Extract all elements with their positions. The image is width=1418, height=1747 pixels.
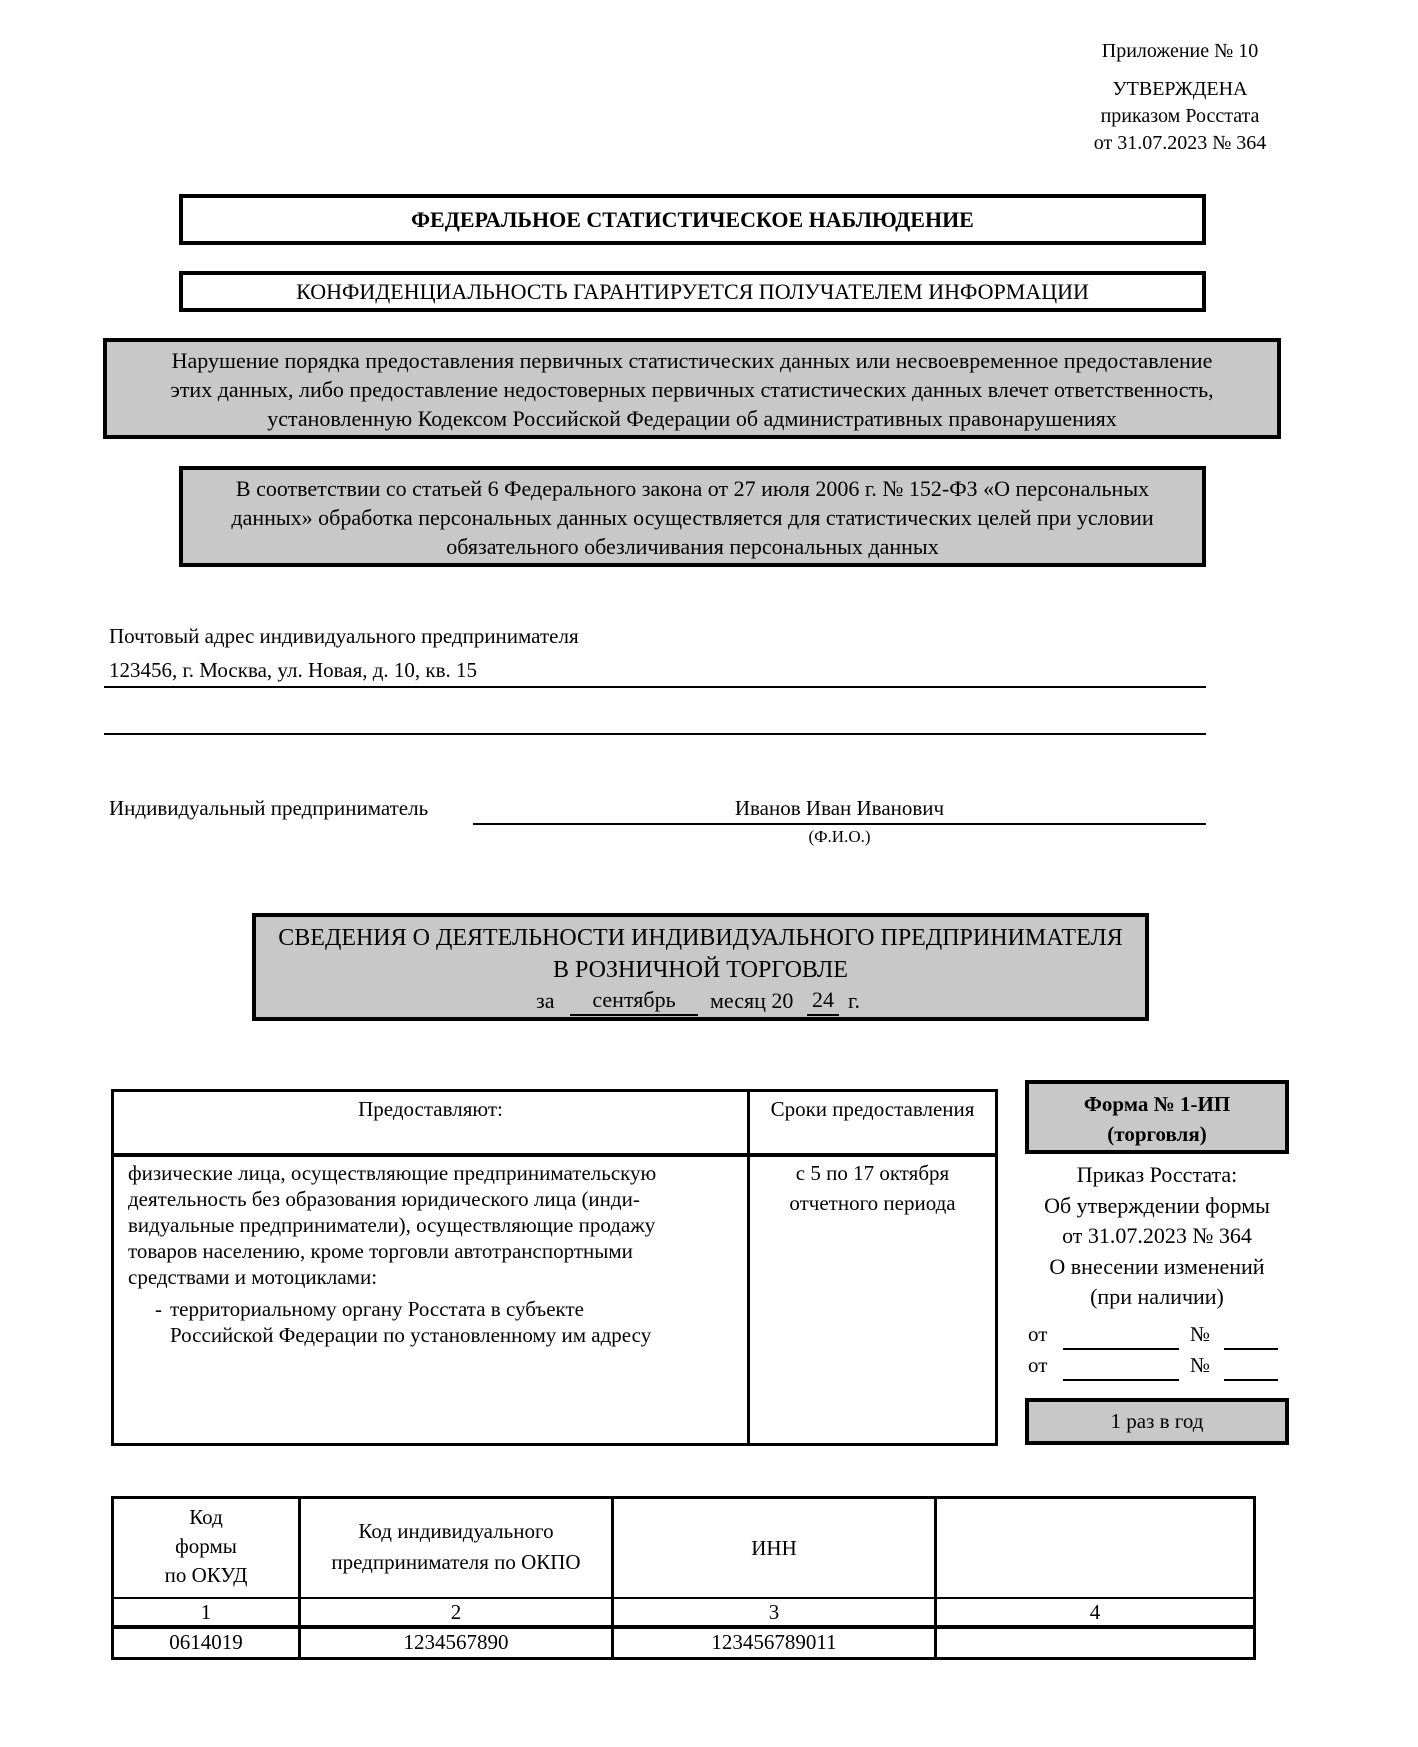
personal-data-notice	[179, 466, 1206, 567]
fio-caption: (Ф.И.О.)	[808, 827, 871, 846]
codes-colnum-2: 2	[450, 1600, 462, 1624]
postal-address-underline-1	[104, 686, 1206, 688]
personal-line-3: обязательного обезличивания персональных данных	[446, 534, 939, 559]
form-order-info	[1025, 1160, 1289, 1313]
codes-header-row	[114, 1499, 1253, 1597]
federal-observation-banner	[179, 194, 1206, 245]
who-line-1: физические лица, осуществляющие предпринимательскую	[128, 1161, 657, 1185]
period-year-suffix: г.	[848, 988, 861, 1013]
report-period	[256, 986, 1145, 1016]
codes-vsep-3	[934, 1499, 937, 1657]
codes-header-okpo: Код индивидуального предпринимателя по ОКПО	[331, 1519, 581, 1574]
amendment-row-1	[1028, 1322, 1288, 1352]
period-month-label: месяц 20	[710, 988, 794, 1013]
bullet-dash: -	[155, 1297, 162, 1321]
entrepreneur-label: Индивидуальный предприниматель	[109, 796, 429, 820]
submission-column-separator	[747, 1092, 750, 1443]
amendment-num-field-1[interactable]	[1224, 1348, 1278, 1350]
who-line-5: средствами и мотоциклами:	[128, 1265, 378, 1289]
amendment-row-2	[1028, 1353, 1288, 1383]
entrepreneur-underline	[473, 823, 1206, 825]
order-line-3: от 31.07.2023 № 364	[1062, 1223, 1252, 1248]
order-line-5: (при наличии)	[1090, 1284, 1224, 1309]
amendment-num-label-1: №	[1190, 1322, 1211, 1346]
frequency-text: 1 раз в год	[1110, 1409, 1204, 1433]
postal-address-underline-2	[104, 733, 1206, 735]
who-bullet	[128, 1296, 738, 1348]
appendix-number: Приложение № 10	[1101, 40, 1259, 62]
amendment-date-field-1[interactable]	[1063, 1348, 1179, 1350]
entrepreneur-name[interactable]: Иванов Иван Иванович	[734, 796, 945, 820]
report-title-line-2: В РОЗНИЧНОЙ ТОРГОВЛЕ	[553, 957, 848, 983]
report-title-line-1: СВЕДЕНИЯ О ДЕЯТЕЛЬНОСТИ ИНДИВИДУАЛЬНОГО ПРЕДПРИНИМАТЕЛЯ	[278, 925, 1123, 951]
approved-order-date: от 31.07.2023 № 364	[1093, 132, 1267, 154]
form-number-box	[1025, 1080, 1289, 1154]
period-month[interactable]: сентябрь	[570, 986, 698, 1016]
bullet-line-1: территориальному органу Росстата в субъекте	[170, 1297, 584, 1321]
codes-header-inn: ИНН	[751, 1536, 797, 1560]
confidentiality-text: КОНФИДЕНЦИАЛЬНОСТЬ ГАРАНТИРУЕТСЯ ПОЛУЧАТЕЛЕМ ИНФОРМАЦИИ	[296, 279, 1089, 304]
amendment-num-field-2[interactable]	[1224, 1379, 1278, 1381]
violation-line-3: установленную Кодексом Российской Федерации об административных правонарушениях	[267, 406, 1117, 431]
codes-colnum-4: 4	[1089, 1600, 1101, 1624]
who-line-3: видуальные предприниматели), осуществляющие продажу	[128, 1213, 656, 1237]
amendment-date-field-2[interactable]	[1063, 1379, 1179, 1381]
order-line-2: Об утверждении формы	[1044, 1192, 1270, 1218]
violation-line-1: Нарушение порядка предоставления первичных статистических данных или несвоевременное предоставление	[171, 348, 1213, 373]
amendment-num-label-2: №	[1190, 1353, 1211, 1377]
postal-address-value[interactable]: 123456, г. Москва, ул. Новая, д. 10, кв. 15	[109, 658, 478, 682]
submission-header-separator	[114, 1153, 995, 1157]
amendment-from-label-1: от	[1028, 1322, 1048, 1346]
submission-deadline-header: Сроки предоставления	[770, 1097, 975, 1121]
order-line-1: Приказ Росстата:	[1076, 1162, 1238, 1187]
codes-value-okpo[interactable]: 1234567890	[403, 1630, 509, 1654]
submission-who-header: Предоставляют:	[358, 1097, 503, 1121]
approved-order: приказом Росстата	[1100, 105, 1260, 127]
who-line-4: товаров населению, кроме торговли автотранспортными	[128, 1239, 633, 1263]
approval-block	[1060, 76, 1300, 157]
federal-observation-text: ФЕДЕРАЛЬНОЕ СТАТИСТИЧЕСКОЕ НАБЛЮДЕНИЕ	[411, 207, 974, 232]
codes-table	[111, 1496, 1256, 1660]
codes-header-okud: Код формы по ОКУД	[164, 1505, 248, 1587]
bullet-line-2: Российской Федерации по установленному им адресу	[170, 1323, 652, 1347]
personal-line-2: данных» обработка персональных данных осуществляется для статистических целей при условии	[231, 505, 1154, 530]
frequency-box	[1025, 1398, 1289, 1445]
deadline-line-2: отчетного периода	[789, 1191, 956, 1215]
confidentiality-banner	[179, 271, 1206, 312]
postal-address-label: Почтовый адрес индивидуального предпринимателя	[109, 624, 579, 648]
deadline-line-1: с 5 по 17 октября	[795, 1161, 950, 1185]
violation-line-2: этих данных, либо предоставление недостоверных первичных статистических данных влечет ответственность,	[170, 377, 1214, 402]
order-line-4: О внесении изменений	[1049, 1253, 1265, 1279]
report-title-box	[252, 913, 1149, 1021]
form-number-line-1: Форма № 1-ИП	[1083, 1092, 1231, 1116]
period-year[interactable]: 24	[807, 986, 839, 1016]
personal-line-1: В соответствии со статьей 6 Федерального закона от 27 июля 2006 г. № 152-ФЗ «О персональных	[235, 476, 1150, 501]
codes-colnum-3: 3	[768, 1600, 780, 1624]
codes-value-okud[interactable]: 0614019	[169, 1630, 243, 1654]
codes-value-inn[interactable]: 123456789011	[711, 1630, 837, 1654]
approved-label: УТВЕРЖДЕНА	[1112, 78, 1248, 100]
amendment-from-label-2: от	[1028, 1353, 1048, 1377]
period-for-label: за	[536, 988, 555, 1013]
submission-deadline-text	[750, 1158, 995, 1218]
codes-colnum-1: 1	[200, 1600, 212, 1624]
submission-who-text	[128, 1160, 738, 1348]
who-line-2: деятельность без образования юридического лица (инди-	[128, 1187, 640, 1211]
violation-warning	[103, 338, 1281, 439]
form-number-line-2: (торговля)	[1107, 1122, 1207, 1146]
submission-table	[111, 1089, 998, 1446]
